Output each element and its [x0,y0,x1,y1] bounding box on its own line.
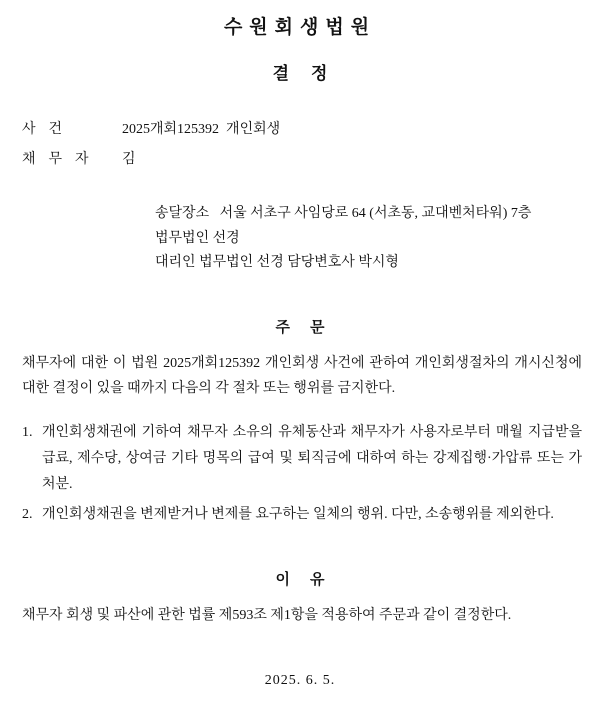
main-order-paragraph: 채무자에 대한 이 법원 2025개회125392 개인회생 사건에 관하여 개인회생절차의 개시신청에 대한 결정이 있을 때까지 다음의 각 절차 또는 행위를 금지한다. [22,355,582,397]
case-number-value: 2025개회125392 개인회생 [122,122,281,137]
debtor-label: 채무자 [22,152,102,167]
prohibited-actions-list [0,420,600,528]
case-fields [0,118,600,168]
document-page [0,12,600,724]
case-field-row [22,118,600,138]
court-title: 수원회생법원 [223,17,377,38]
list-item-number: 2. [22,506,33,522]
list-item [22,502,582,528]
document-type-title: 결정 [272,64,350,83]
reason-paragraph: 채무자 회생 및 파산에 관한 법률 제593조 제1항을 적용하여 주문과 같이 결정한다. [22,607,512,623]
main-order-heading: 주문 [275,319,345,336]
decision-date: 2025. 6. 5. [264,672,336,688]
list-item-text: 개인회생채권에 기하여 채무자 소유의 유체동산과 채무자가 사용자로부터 매월 지급받을 급료, 제수당, 상여금 기타 명목의 급여 및 퇴직금에 대하여 하는 강제집행·가압류 또는 가처분. [42,425,582,493]
list-item [22,420,582,498]
case-number-label: 사건 [22,122,76,137]
list-item-number: 1. [22,425,33,441]
service-address-line: 송달장소 서울 서초구 사임당로 64 (서초동, 교대벤처타워) 7층 [155,206,532,221]
law-firm-line: 법무법인 선경 [155,230,240,246]
list-item-text: 개인회생채권을 변제받거나 변제를 요구하는 일체의 행위. 다만, 소송행위를 제외한다. [42,506,554,522]
debtor-value: 김 [122,152,136,167]
attorney-line: 대리인 법무법인 선경 담당변호사 박시형 [155,255,399,270]
reason-heading: 이유 [275,571,345,588]
service-address-block [0,202,600,276]
debtor-field-row [22,148,600,168]
